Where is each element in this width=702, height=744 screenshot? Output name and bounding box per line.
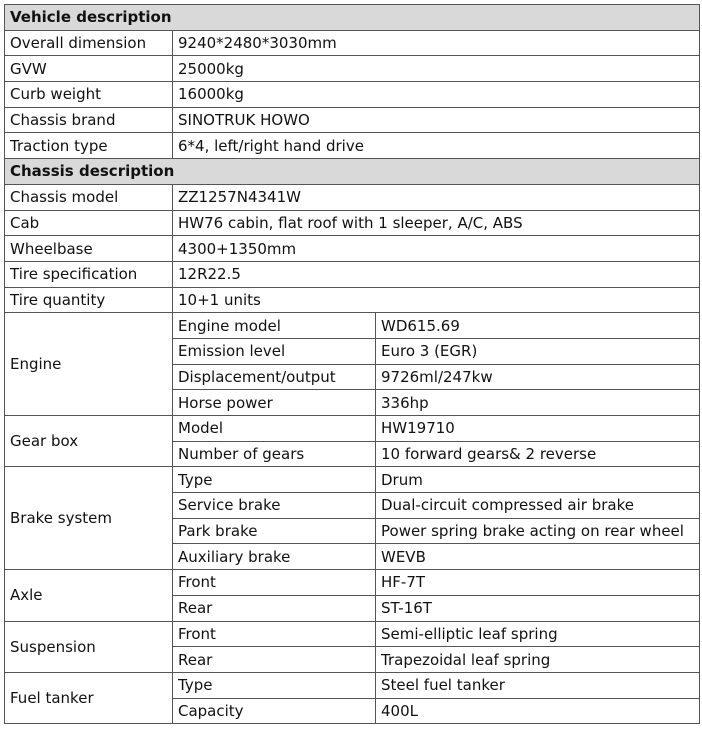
sub-value: Power spring brake acting on rear wheel [376, 518, 700, 544]
sub-value: 9726ml/247kw [376, 364, 700, 390]
sub-label: Type [173, 672, 376, 698]
row-value: 25000kg [173, 56, 700, 82]
sub-value: ST-16T [376, 595, 700, 621]
row-label: Chassis brand [5, 107, 173, 133]
row-label: Curb weight [5, 82, 173, 108]
sub-value: WEVB [376, 544, 700, 570]
group-label-suspension: Suspension [5, 621, 173, 672]
row-value: 9240*2480*3030mm [173, 30, 700, 56]
row-value: 12R22.5 [173, 261, 700, 287]
row-value: ZZ1257N4341W [173, 184, 700, 210]
sub-value: 336hp [376, 390, 700, 416]
sub-label: Horse power [173, 390, 376, 416]
row-value: 16000kg [173, 82, 700, 108]
sub-label: Front [173, 621, 376, 647]
row-value: 4300+1350mm [173, 236, 700, 262]
section-header-vehicle [5, 5, 700, 31]
row-value: 10+1 units [173, 287, 700, 313]
row-value: 6*4, left/right hand drive [173, 133, 700, 159]
sub-label: Auxiliary brake [173, 544, 376, 570]
table-row [5, 313, 700, 339]
table-row [5, 210, 700, 236]
table-row [5, 133, 700, 159]
row-label: Overall dimension [5, 30, 173, 56]
row-label: Chassis model [5, 184, 173, 210]
spec-table [4, 4, 700, 724]
section-header-chassis [5, 159, 700, 185]
sub-label: Model [173, 416, 376, 442]
table-row [5, 287, 700, 313]
group-label-gear-box: Gear box [5, 416, 173, 467]
group-label-brake-system: Brake system [5, 467, 173, 570]
row-value: HW76 cabin, flat roof with 1 sleeper, A/C, ABS [173, 210, 700, 236]
sub-value: Trapezoidal leaf spring [376, 647, 700, 673]
row-label: Traction type [5, 133, 173, 159]
sub-label: Type [173, 467, 376, 493]
table-row [5, 30, 700, 56]
table-row [5, 261, 700, 287]
sub-value: Steel fuel tanker [376, 672, 700, 698]
group-label-fuel-tanker: Fuel tanker [5, 672, 173, 723]
sub-value: Drum [376, 467, 700, 493]
sub-label: Capacity [173, 698, 376, 724]
sub-value: HF-7T [376, 570, 700, 596]
sub-value: 10 forward gears& 2 reverse [376, 441, 700, 467]
row-value: SINOTRUK HOWO [173, 107, 700, 133]
sub-value: WD615.69 [376, 313, 700, 339]
table-row [5, 467, 700, 493]
table-row [5, 416, 700, 442]
sub-label: Rear [173, 647, 376, 673]
sub-value: Euro 3 (EGR) [376, 338, 700, 364]
group-label-engine: Engine [5, 313, 173, 416]
sub-label: Number of gears [173, 441, 376, 467]
sub-value: HW19710 [376, 416, 700, 442]
table-row [5, 56, 700, 82]
row-label: Tire specification [5, 261, 173, 287]
sub-label: Displacement/output [173, 364, 376, 390]
sub-label: Service brake [173, 493, 376, 519]
row-label: GVW [5, 56, 173, 82]
table-row [5, 236, 700, 262]
table-row [5, 672, 700, 698]
group-label-axle: Axle [5, 570, 173, 621]
table-row [5, 570, 700, 596]
section-title: Chassis description [5, 159, 700, 185]
sub-value: Dual-circuit compressed air brake [376, 493, 700, 519]
row-label: Wheelbase [5, 236, 173, 262]
row-label: Cab [5, 210, 173, 236]
sub-label: Emission level [173, 338, 376, 364]
section-title: Vehicle description [5, 5, 700, 31]
sub-label: Rear [173, 595, 376, 621]
table-row [5, 621, 700, 647]
table-row [5, 82, 700, 108]
sub-label: Park brake [173, 518, 376, 544]
table-row [5, 107, 700, 133]
row-label: Tire quantity [5, 287, 173, 313]
sub-value: Semi-elliptic leaf spring [376, 621, 700, 647]
sub-value: 400L [376, 698, 700, 724]
sub-label: Engine model [173, 313, 376, 339]
sub-label: Front [173, 570, 376, 596]
table-row [5, 184, 700, 210]
